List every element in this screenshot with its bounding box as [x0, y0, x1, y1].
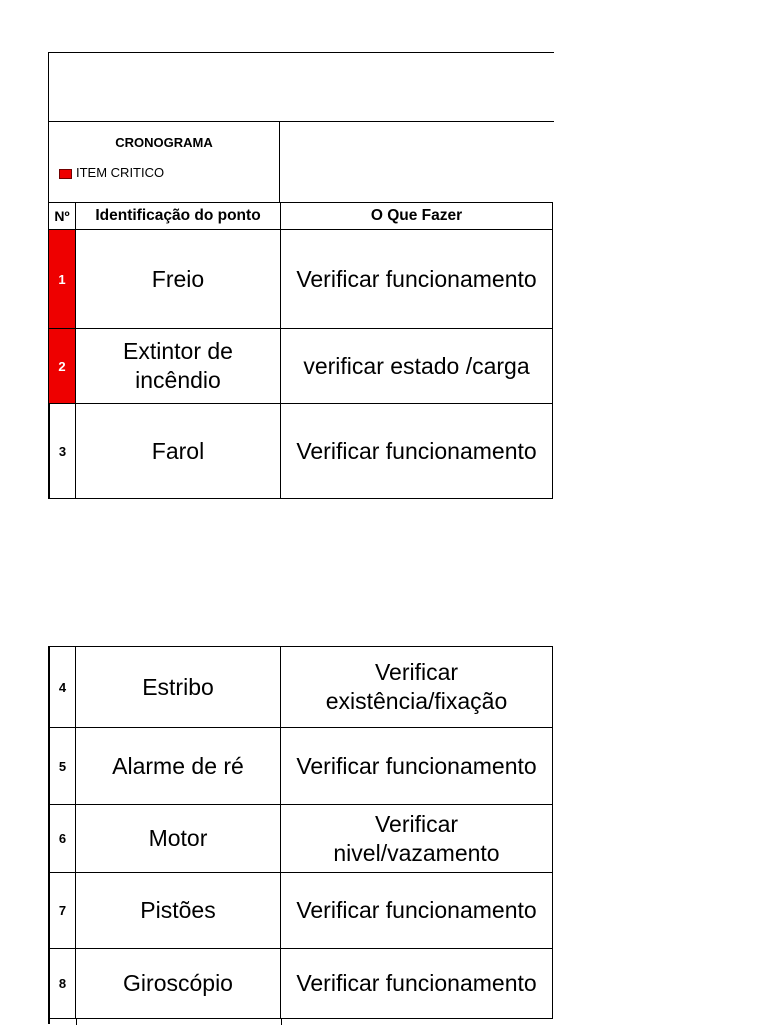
- action-cell: Verificar nivel/vazamento: [280, 804, 553, 873]
- row-number-cell: 6: [48, 804, 76, 873]
- column-header-number: Nº: [48, 202, 76, 230]
- row-number-cell: 7: [48, 872, 76, 949]
- critical-legend-label: ITEM CRITICO: [76, 165, 165, 180]
- row-number-cell: 3: [48, 403, 76, 499]
- schedule-box: [48, 121, 280, 203]
- action-cell: Verificar existência/fixação: [280, 646, 553, 728]
- next-row-divider: [281, 1019, 282, 1025]
- action-cell: Verificar funcionamento: [280, 948, 553, 1019]
- action-cell: verificar estado /carga: [280, 328, 553, 404]
- point-cell: Motor: [75, 804, 281, 873]
- point-cell: Farol: [75, 403, 281, 499]
- next-row-divider: [76, 1019, 77, 1025]
- action-cell: Verificar funcionamento: [280, 403, 553, 499]
- row-number-cell: 4: [48, 646, 76, 728]
- action-cell: Verificar funcionamento: [280, 872, 553, 949]
- point-cell: Estribo: [75, 646, 281, 728]
- column-header-action: O Que Fazer: [280, 202, 553, 230]
- point-cell: Alarme de ré: [75, 727, 281, 805]
- point-cell: Pistões: [75, 872, 281, 949]
- next-row-edge: [48, 1018, 553, 1024]
- row-number-cell: 1: [48, 229, 76, 329]
- schedule-title: CRONOGRAMA: [115, 135, 213, 150]
- document-header-box: [48, 52, 554, 122]
- critical-legend-swatch: [59, 169, 72, 179]
- row-number-cell: 8: [48, 948, 76, 1019]
- point-cell: Extintor de incêndio: [75, 328, 281, 404]
- row-number-cell: 5: [48, 727, 76, 805]
- action-cell: Verificar funcionamento: [280, 229, 553, 329]
- point-cell: Giroscópio: [75, 948, 281, 1019]
- column-header-point: Identificação do ponto: [75, 202, 281, 230]
- row-number-cell: 2: [48, 328, 76, 404]
- action-cell: Verificar funcionamento: [280, 727, 553, 805]
- point-cell: Freio: [75, 229, 281, 329]
